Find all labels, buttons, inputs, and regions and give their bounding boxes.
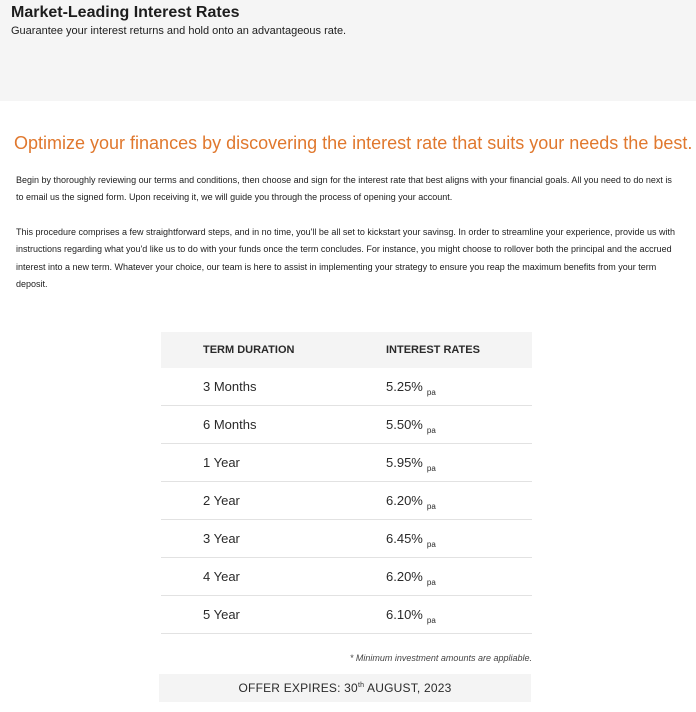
rate-cell	[343, 520, 532, 558]
term-cell: 4 Year	[161, 558, 343, 596]
minimum-investment-note: * Minimum investment amounts are appliable.	[349, 653, 532, 663]
section-headline: Optimize your finances by discovering the interest rate that suits your needs the best.	[14, 133, 693, 153]
column-header-rate: INTEREST RATES	[343, 332, 532, 368]
table-row	[161, 520, 532, 558]
rate-value: 5.25%	[386, 379, 423, 394]
rate-unit: pa	[426, 502, 436, 511]
term-cell: 2 Year	[161, 482, 343, 520]
rate-cell	[343, 482, 532, 520]
rate-value: 5.95%	[386, 455, 423, 470]
table-row	[161, 596, 532, 634]
procedure-paragraph: This procedure comprises a few straightforward steps, and in no time, you'll be all set to kickstart your savinsg. In order to streamline your experience, provide us with instructions regarding what you'd like us to do with your funds once the term concludes. For instance, you might choose to rollover both the principal and the accrued interest into a new term. Whatever your choice, our team is here to assist in implementing your strategy to ensure you reap the maximum benefits from your term deposit.	[16, 227, 676, 289]
column-header-term: TERM DURATION	[161, 332, 343, 368]
rate-value: 6.20%	[386, 493, 423, 508]
page-title: Market-Leading Interest Rates	[11, 4, 240, 21]
rate-value: 6.20%	[386, 569, 423, 584]
rate-unit: pa	[426, 388, 436, 397]
rate-cell	[343, 406, 532, 444]
rate-unit: pa	[426, 464, 436, 473]
rate-unit: pa	[426, 578, 436, 587]
offer-expiry-ordinal: th	[357, 682, 365, 689]
rate-unit: pa	[426, 540, 436, 549]
rate-unit: pa	[426, 616, 436, 625]
rate-value: 6.10%	[386, 607, 423, 622]
offer-expiry-prefix: OFFER EXPIRES: 30	[238, 681, 358, 695]
table-row	[161, 368, 532, 406]
rate-cell	[343, 596, 532, 634]
page-subtitle: Guarantee your interest returns and hold onto an advantageous rate.	[11, 25, 347, 37]
rate-value: 5.50%	[386, 417, 423, 432]
table-body	[161, 368, 532, 634]
term-cell: 5 Year	[161, 596, 343, 634]
intro-paragraph: Begin by thoroughly reviewing our terms and conditions, then choose and sign for the interest rate that best aligns with your financial goals. All you need to do next is to email us the signed form. Upon receiving it, we will guide you through the process of opening your account.	[16, 175, 672, 203]
offer-expiry-suffix: AUGUST, 2023	[364, 681, 452, 695]
term-cell: 3 Year	[161, 520, 343, 558]
term-cell: 3 Months	[161, 368, 343, 406]
page-header	[0, 0, 696, 101]
term-cell: 1 Year	[161, 444, 343, 482]
rate-cell	[343, 444, 532, 482]
offer-expiry-banner	[159, 674, 531, 702]
table-row	[161, 406, 532, 444]
table-row	[161, 482, 532, 520]
rate-cell	[343, 558, 532, 596]
term-cell: 6 Months	[161, 406, 343, 444]
rate-value: 6.45%	[386, 531, 423, 546]
interest-rates-table	[161, 332, 532, 634]
table-header-row	[161, 332, 532, 368]
table-row	[161, 558, 532, 596]
rate-unit: pa	[426, 426, 436, 435]
rate-cell	[343, 368, 532, 406]
table-row	[161, 444, 532, 482]
